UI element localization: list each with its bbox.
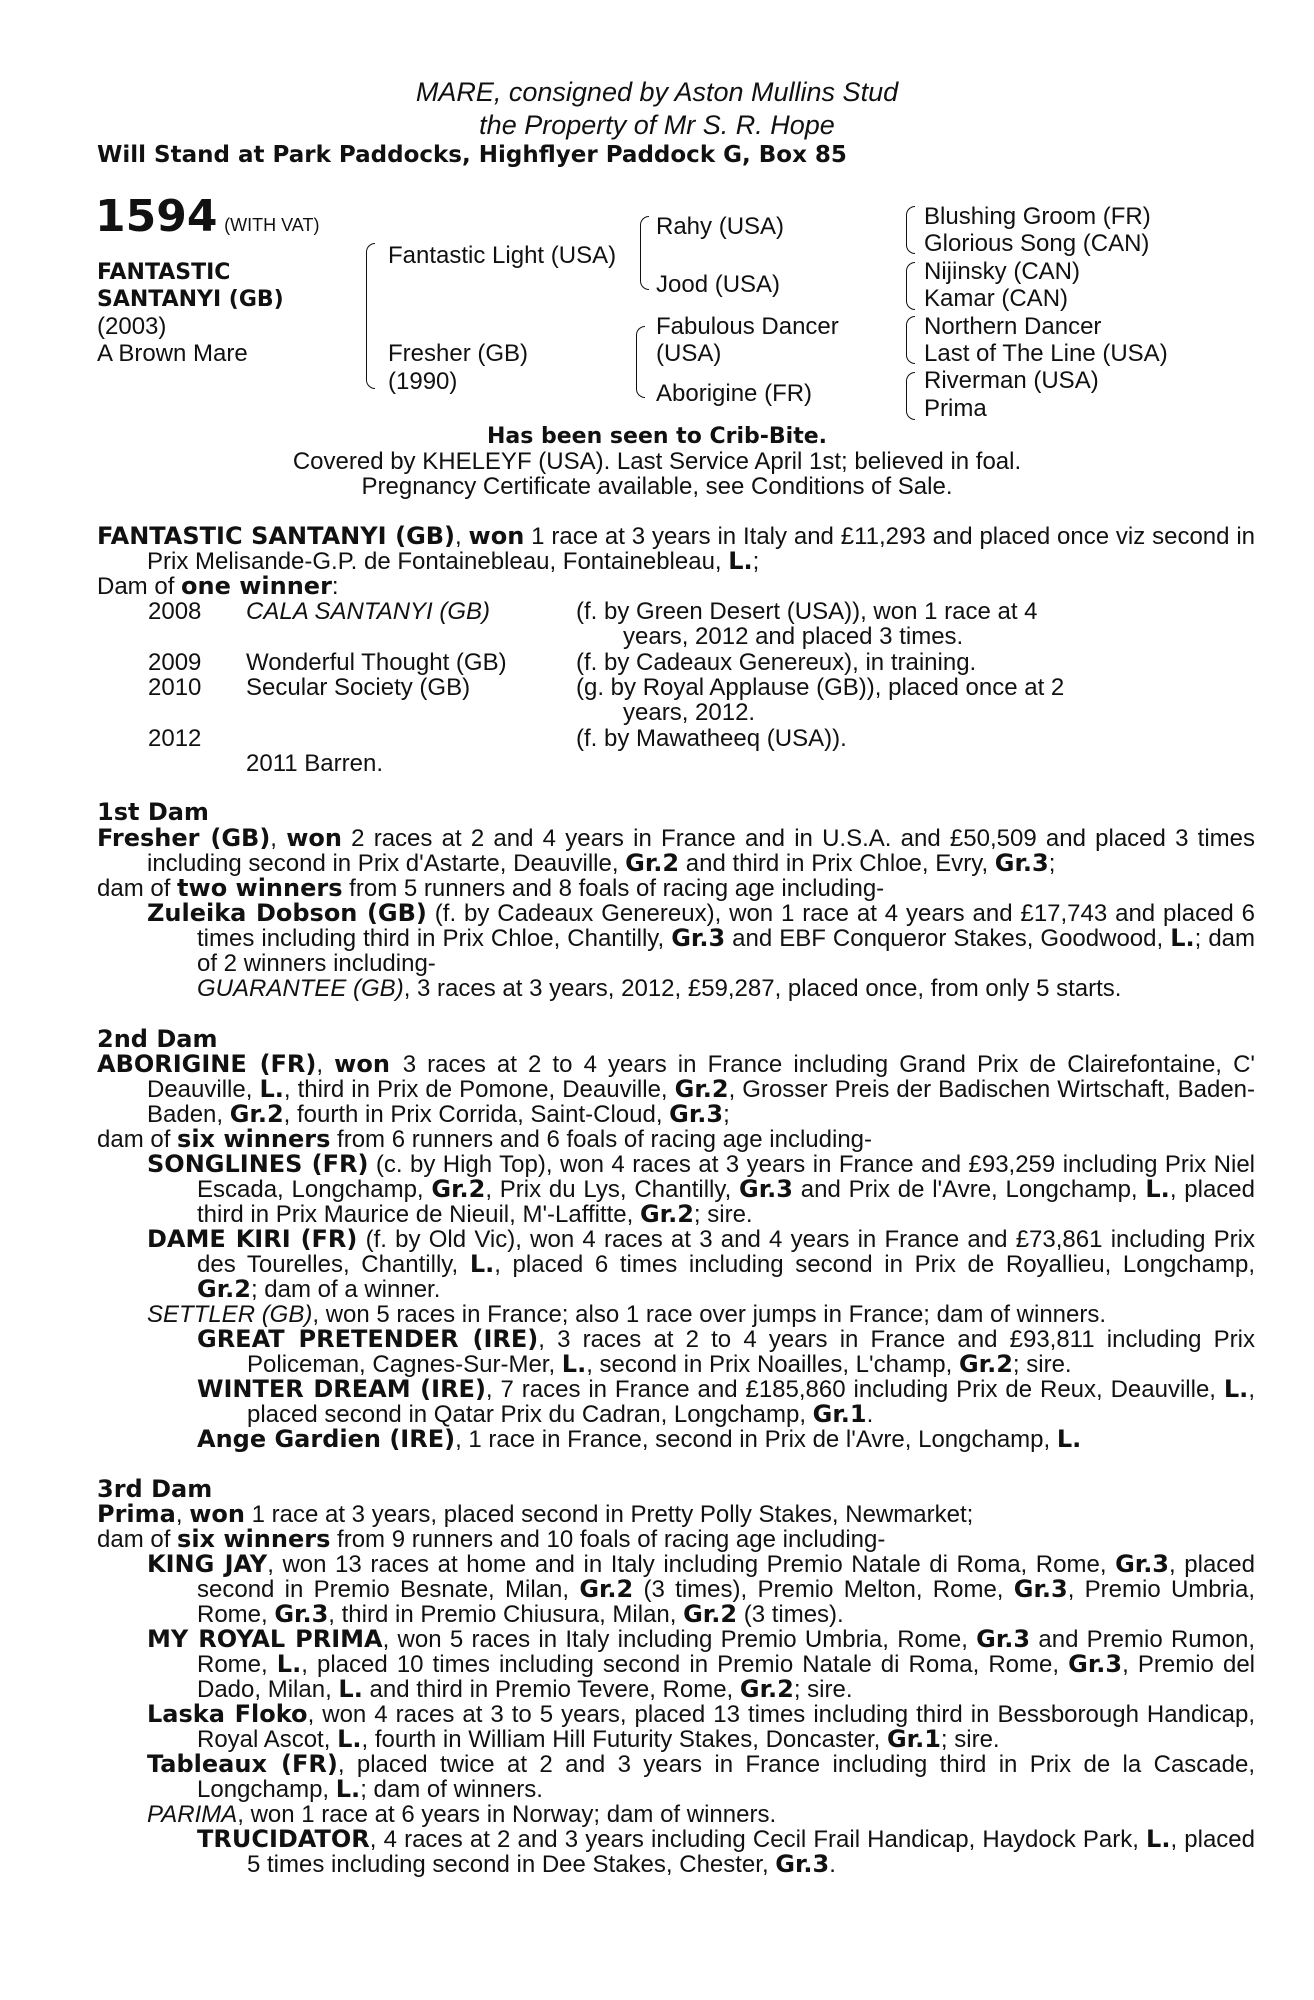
covered-note: Covered by KHELEYF (USA). Last Service April 1st; believed in foal. (292, 448, 1022, 475)
king-jay-entry: KING JAY, won 13 races at home and in Italy including Premio Natale di Roma, Rome, Gr.3, placed second in Premio Besnate, Milan, Gr.2 (3 times), Premio Melton, Rome, Gr.3, Premio Umbria, Rome, Gr.3, third in Premio Chiusura, Milan, Gr.2 (3 times). (147, 1550, 1255, 1628)
header-line-3: Will Stand at Park Paddocks, Highflyer Paddock G, Box 85 (97, 142, 847, 168)
produce-name: Secular Society (GB) (246, 674, 471, 701)
horse-name-2: SANTANYI (GB) (97, 287, 284, 312)
pedigree-sds: Nijinsky (CAN) (924, 258, 1080, 285)
winter-dream-entry: WINTER DREAM (IRE), 7 races in France and £185,860 including Prix de Reux, Deauville, L., placed second in Qatar Prix du Cadran, Longchamp, Gr.1. (197, 1375, 1255, 1428)
header-line-2: the Property of Mr S. R. Hope (479, 110, 835, 140)
ange-gardien-entry: Ange Gardien (IRE), 1 race in France, second in Prix de l'Avre, Longchamp, L. (197, 1425, 1082, 1453)
second-dam-title: 2nd Dam (97, 1025, 218, 1053)
pedigree-sire: Fantastic Light (USA) (388, 242, 617, 269)
pedigree-brace-5 (906, 262, 915, 310)
dam-of-line: Dam of one winner: (97, 572, 339, 600)
horse-name-ref-2: SANTANYI (GB) (251, 522, 456, 550)
produce-barren: 2011 Barren. (246, 750, 383, 777)
pedigree-brace-6 (906, 316, 915, 364)
songlines-entry: SONGLINES (FR) (c. by High Top), won 4 races at 3 years in France and £93,259 including Prix Niel Escada, Longchamp, Gr.2, Prix du Lys, Chantilly, Gr.3 and Prix de l'Avre, Longchamp, L., placed third in Prix Maurice de Nieuil, M'-Laffitte, Gr.2; sire. (147, 1150, 1255, 1228)
settler-entry: SETTLER (GB), won 5 races in France; also 1 race over jumps in France; dam of winners. (147, 1301, 1107, 1328)
pedigree-brace-3 (636, 326, 645, 398)
lot-number: 1594 (95, 191, 218, 242)
race-record: FANTASTIC SANTANYI (GB), won 1 race at 3 years in Italy and £11,293 and placed once viz second in Prix Melisande-G.P. de Fontainebleau, Fontainebleau, L.; (97, 522, 1256, 575)
produce-year: 2009 (148, 649, 202, 676)
third-dam-title: 3rd Dam (97, 1475, 213, 1503)
my-royal-prima-entry: MY ROYAL PRIMA, won 5 races in Italy including Premio Umbria, Rome, Gr.3 and Premio Rumon, Rome, L., placed 10 times including second in Premio Natale di Roma, Rome, Gr.3, Premio del Dado, Milan, L. and third in Premio Tevere, Rome, Gr.2; sire. (147, 1625, 1256, 1703)
produce-year: 2008 (148, 598, 202, 625)
guarantee-entry: GUARANTEE (GB), 3 races at 3 years, 2012, £59,287, placed once, from only 5 starts. (197, 975, 1122, 1002)
first-dam-produce: dam of two winners from 5 runners and 8 foals of racing age including- (97, 874, 885, 902)
pedigree-ds-2: (USA) (656, 340, 722, 367)
produce-detail: (f. by Green Desert (USA)), won 1 race at 4 (576, 598, 1038, 625)
vat-note: (WITH VAT) (224, 215, 320, 235)
pedigree-sss: Blushing Groom (FR) (924, 203, 1151, 230)
produce-year: 2012 (148, 725, 202, 752)
pedigree-brace-1 (366, 243, 375, 389)
produce-detail: (f. by Mawatheeq (USA)). (576, 725, 847, 752)
produce-detail: (g. by Royal Applause (GB)), placed once at 2 (576, 674, 1065, 701)
laska-floko-entry: Laska Floko, won 4 races at 3 to 5 years, placed 13 times including third in Bessborough Handicap, Royal Ascot, L., fourth in William Hill Futurity Stakes, Doncaster, Gr.1; sire. (147, 1700, 1255, 1753)
crib-bite-note: Has been seen to Crib-Bite. (487, 424, 827, 449)
second-dam-produce: dam of six winners from 6 runners and 6 foals of racing age including- (97, 1125, 873, 1153)
pedigree-dd: Aborigine (FR) (656, 380, 813, 407)
pedigree-sdd: Kamar (CAN) (924, 285, 1069, 312)
first-dam-record: Fresher (GB), won 2 races at 2 and 4 years in France and in U.S.A. and £50,509 and placed 3 times including second in Prix d'Astarte, Deauville, Gr.2 and third in Prix Chloe, Evry, Gr.3; (97, 824, 1255, 877)
third-dam-produce: dam of six winners from 9 runners and 10 foals of racing age including- (97, 1525, 886, 1553)
great-pretender-entry: GREAT PRETENDER (IRE), 3 races at 2 to 4 years in France and £93,811 including Prix Policeman, Cagnes-Sur-Mer, L., second in Prix Noailles, L'champ, Gr.2; sire. (197, 1325, 1255, 1378)
pedigree-ssd: Glorious Song (CAN) (924, 230, 1150, 257)
pedigree-brace-7 (906, 372, 915, 420)
lot-number-block (95, 191, 320, 242)
pedigree-brace-4 (906, 206, 915, 254)
pedigree-ddd: Prima (924, 395, 987, 422)
pedigree-dsd: Last of The Line (USA) (924, 340, 1168, 367)
pedigree-dam-year: (1990) (388, 368, 458, 395)
pedigree-ds-1: Fabulous Dancer (656, 313, 839, 340)
horse-year: (2003) (97, 313, 167, 340)
zuleika-dobson-entry: Zuleika Dobson (GB) (f. by Cadeaux Genereux), won 1 race at 4 years and £17,743 and placed 6 times including third in Prix Chloe, Chantilly, Gr.3 and EBF Conqueror Stakes, Goodwood, L.; dam of 2 winners including- (147, 899, 1256, 977)
produce-detail-2: years, 2012. (623, 699, 756, 726)
pedigree-ss: Rahy (USA) (656, 213, 785, 240)
second-dam-record: ABORIGINE (FR), won 3 races at 2 to 4 years in France including Grand Prix de Clairefontaine, C' Deauville, L., third in Prix de Pomone, Deauville, Gr.2, Grosser Preis der Badischen Wirtschaft, Baden-Baden, Gr.2, fourth in Prix Corrida, Saint-Cloud, Gr.3; (97, 1050, 1256, 1128)
produce-detail: (f. by Cadeaux Genereux), in training. (576, 649, 977, 676)
third-dam-record: Prima, won 1 race at 3 years, placed second in Pretty Polly Stakes, Newmarket; (97, 1500, 974, 1528)
pedigree-dam: Fresher (GB) (388, 340, 529, 367)
pedigree-brace-2 (640, 216, 649, 290)
dame-kiri-entry: DAME KIRI (FR) (f. by Old Vic), won 4 races at 3 and 4 years in France and £73,861 including Prix des Tourelles, Chantilly, L., placed 6 times including second in Prix de Royallieu, Longchamp, Gr.2; dam of a winner. (147, 1225, 1255, 1303)
pedigree-dds: Riverman (USA) (924, 367, 1099, 394)
parima-entry: PARIMA, won 1 race at 6 years in Norway; dam of winners. (147, 1801, 777, 1828)
pedigree-sd: Jood (USA) (656, 271, 781, 298)
pregnancy-note: Pregnancy Certificate available, see Conditions of Sale. (361, 473, 953, 500)
header-line-1: MARE, consigned by Aston Mullins Stud (415, 77, 899, 107)
produce-year: 2010 (148, 674, 202, 701)
tableaux-entry: Tableaux (FR), placed twice at 2 and 3 years in France including third in Prix de la Cascade, Longchamp, L.; dam of winners. (147, 1750, 1255, 1803)
produce-name: Wonderful Thought (GB) (246, 649, 507, 676)
first-dam-title: 1st Dam (97, 798, 209, 826)
horse-name-1: FANTASTIC (97, 260, 231, 285)
horse-description: A Brown Mare (97, 340, 248, 367)
produce-name: CALA SANTANYI (GB) (246, 598, 491, 625)
trucidator-entry: TRUCIDATOR, 4 races at 2 and 3 years including Cecil Frail Handicap, Haydock Park, L., placed 5 times including second in Dee Stakes, Chester, Gr.3. (197, 1825, 1255, 1878)
horse-name-ref: FANTASTIC (97, 522, 243, 550)
pedigree-dss: Northern Dancer (924, 313, 1102, 340)
produce-detail-2: years, 2012 and placed 3 times. (623, 623, 964, 650)
